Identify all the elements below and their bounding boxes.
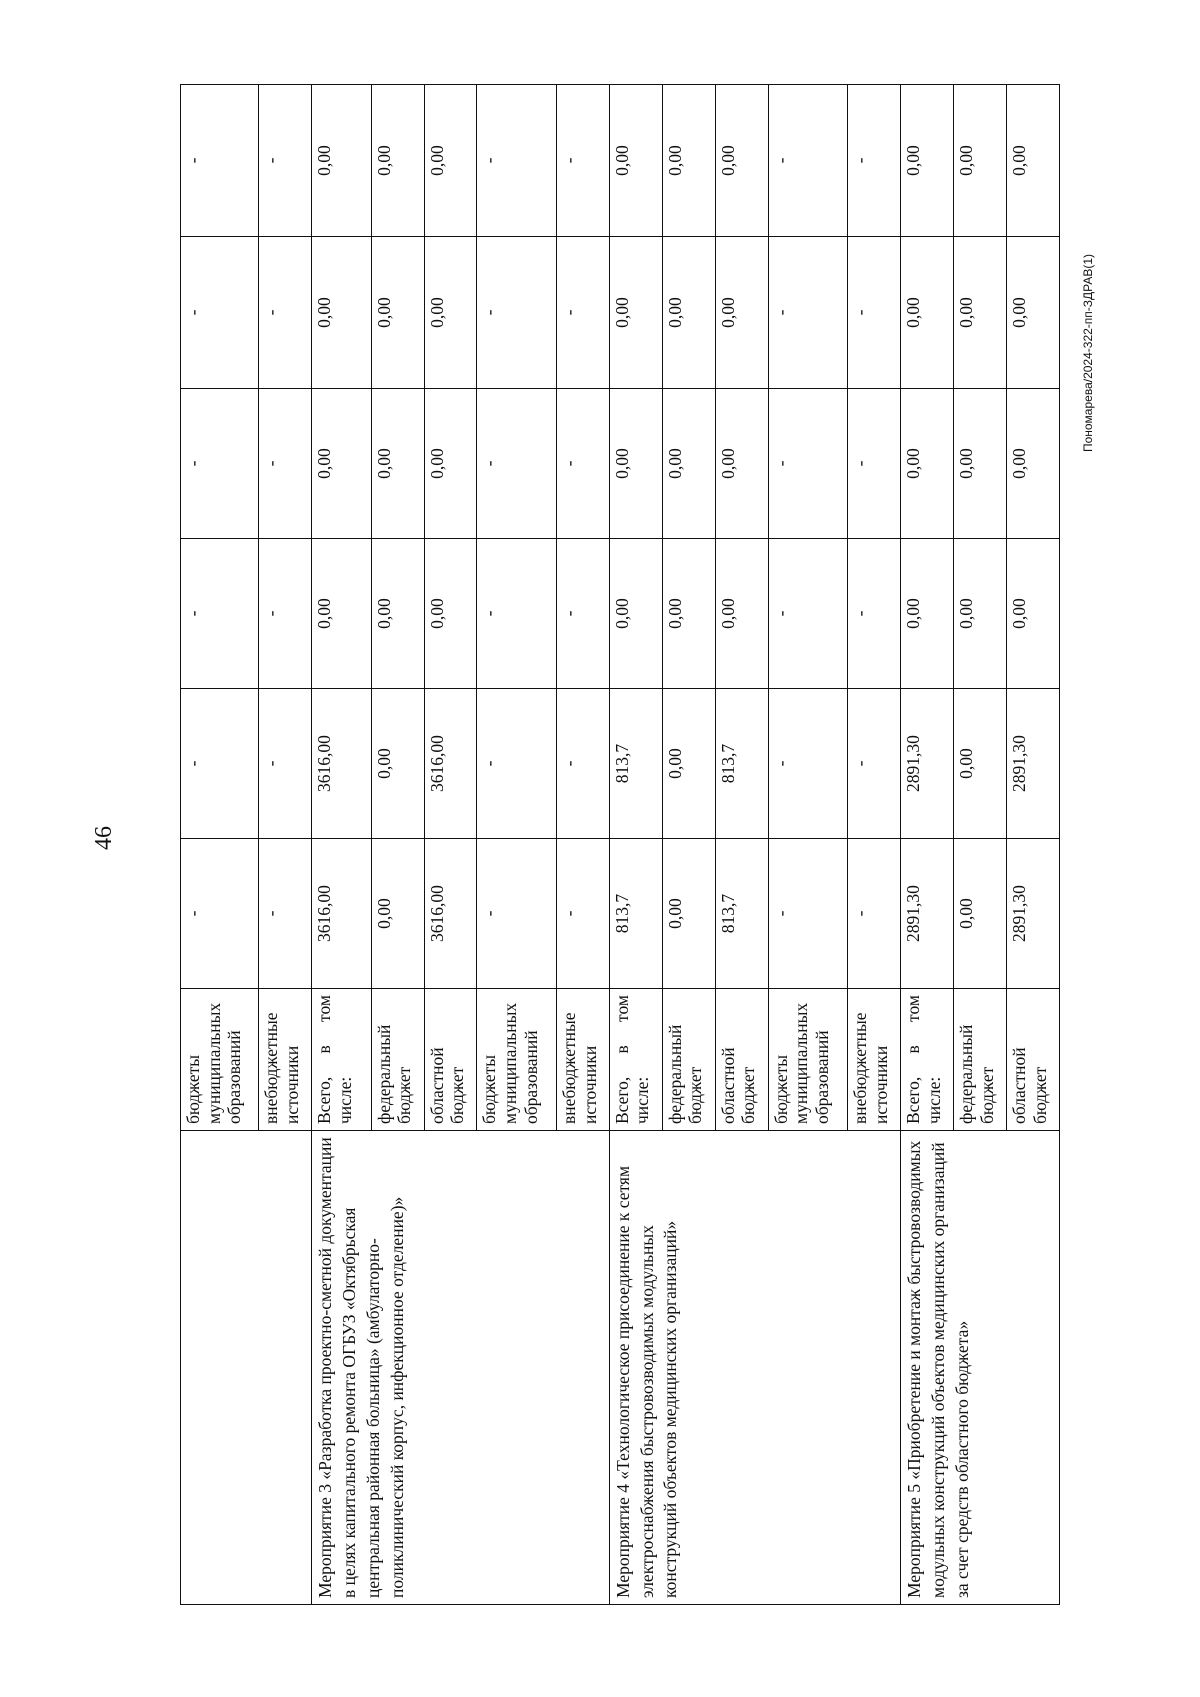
event-5-title-cell: Мероприятие 5 «Приобретение и монтаж быстровозводимых модульных конструкций объектов медицинских организаций за счет средств областного бюджета»	[901, 1131, 1060, 1605]
source-cell: областной бюджет	[1006, 989, 1059, 1131]
value-cell: 0,00	[662, 389, 715, 539]
value-cell: 0,00	[662, 689, 715, 839]
value-cell: -	[181, 539, 259, 689]
value-cell: 0,00	[371, 539, 424, 689]
value-cell: 0,00	[1006, 389, 1059, 539]
value-cell: -	[259, 689, 312, 839]
value-cell: 0,00	[424, 389, 477, 539]
value-cell: 0,00	[953, 839, 1006, 989]
value-cell: -	[768, 237, 847, 389]
value-cell: -	[556, 689, 609, 839]
source-cell: внебюджетные источники	[848, 989, 901, 1131]
value-cell: -	[556, 237, 609, 389]
value-cell: -	[477, 539, 556, 689]
value-cell: -	[259, 85, 312, 237]
value-cell: -	[848, 389, 901, 539]
value-cell: 3616,00	[424, 689, 477, 839]
value-cell: 0,00	[662, 839, 715, 989]
table-row	[901, 85, 954, 1605]
document-code-text: Пономарева/2024-322-пп-ЗДРАВ(1)	[1081, 253, 1095, 453]
value-cell: -	[477, 689, 556, 839]
value-cell: 0,00	[715, 389, 768, 539]
total-word: в	[611, 1045, 632, 1054]
source-cell: федеральный бюджет	[371, 989, 424, 1131]
total-word: Всего,	[314, 1076, 335, 1124]
source-cell: внебюджетные источники	[259, 989, 312, 1131]
table-row	[181, 85, 259, 1605]
value-cell: -	[848, 85, 901, 237]
value-cell: 813,7	[715, 689, 768, 839]
value-cell: 0,00	[953, 389, 1006, 539]
value-cell: 813,7	[609, 839, 662, 989]
source-cell-total	[312, 989, 371, 1131]
value-cell: -	[768, 689, 847, 839]
value-cell: 0,00	[312, 389, 371, 539]
value-cell: 3616,00	[424, 839, 477, 989]
value-cell: -	[181, 389, 259, 539]
value-cell: 0,00	[901, 237, 954, 389]
event-4-title-cell: Мероприятие 4 «Технологическое присоединение к сетям электроснабжения быстровозводимых модульных конструкций объектов медицинских организаций»	[609, 1131, 900, 1605]
value-cell: 813,7	[609, 689, 662, 839]
total-word: Всего,	[903, 1076, 923, 1124]
value-cell: 0,00	[715, 85, 768, 237]
value-cell: -	[259, 539, 312, 689]
value-cell: -	[181, 237, 259, 389]
total-word: том	[903, 995, 923, 1022]
total-word: том	[611, 995, 632, 1022]
value-cell: 0,00	[371, 389, 424, 539]
value-cell: -	[477, 389, 556, 539]
source-cell: бюджеты муниципальных образований	[768, 989, 847, 1131]
value-cell: 0,00	[1006, 85, 1059, 237]
value-cell: 2891,30	[901, 689, 954, 839]
value-cell: 0,00	[715, 539, 768, 689]
table-row	[312, 85, 371, 1605]
value-cell: -	[181, 85, 259, 237]
total-word: в	[314, 1045, 335, 1054]
total-word: том	[314, 995, 335, 1022]
source-cell: внебюджетные источники	[556, 989, 609, 1131]
value-cell: 0,00	[662, 237, 715, 389]
event-3-title-cell: Мероприятие 3 «Разработка проектно-сметной документации в целях капитального ремонта ОГБУЗ «Октябрьская центральная районная больница» (амбулаторно-поликлинический корпус, инфекционное отделение)»	[312, 1131, 610, 1605]
event-cell-continued	[181, 1131, 312, 1605]
value-cell: -	[768, 389, 847, 539]
source-cell: областной бюджет	[715, 989, 768, 1131]
document-code	[1078, 253, 1098, 453]
value-cell: 0,00	[424, 237, 477, 389]
value-cell: 3616,00	[312, 689, 371, 839]
value-cell: 2891,30	[901, 839, 954, 989]
value-cell: 0,00	[312, 539, 371, 689]
value-cell: 0,00	[609, 237, 662, 389]
value-cell: 0,00	[371, 85, 424, 237]
value-cell: 0,00	[312, 85, 371, 237]
value-cell: -	[848, 839, 901, 989]
value-cell: 0,00	[662, 85, 715, 237]
value-cell: -	[477, 85, 556, 237]
value-cell: -	[848, 689, 901, 839]
value-cell: -	[181, 689, 259, 839]
source-cell: федеральный бюджет	[662, 989, 715, 1131]
value-cell: -	[768, 839, 847, 989]
value-cell: 2891,30	[1006, 839, 1059, 989]
budget-table-body	[181, 85, 1060, 1605]
total-tail: числе:	[923, 1076, 944, 1124]
source-cell: бюджеты муниципальных образований	[181, 989, 259, 1131]
value-cell: 0,00	[371, 839, 424, 989]
value-cell: 2891,30	[1006, 689, 1059, 839]
total-tail: числе:	[334, 1076, 355, 1124]
total-word: в	[903, 1045, 923, 1054]
source-cell-total	[609, 989, 662, 1131]
value-cell: 0,00	[609, 389, 662, 539]
source-cell: областной бюджет	[424, 989, 477, 1131]
value-cell: 0,00	[609, 539, 662, 689]
value-cell: -	[556, 839, 609, 989]
value-cell: -	[477, 237, 556, 389]
source-cell: федеральный бюджет	[953, 989, 1006, 1131]
value-cell: 0,00	[662, 539, 715, 689]
value-cell: -	[768, 539, 847, 689]
value-cell: -	[768, 85, 847, 237]
value-cell: -	[259, 389, 312, 539]
total-tail: числе:	[632, 1076, 653, 1124]
source-cell-total	[901, 989, 954, 1131]
value-cell: -	[848, 539, 901, 689]
value-cell: 0,00	[901, 389, 954, 539]
value-cell: 0,00	[953, 689, 1006, 839]
value-cell: 0,00	[371, 237, 424, 389]
source-cell: бюджеты муниципальных образований	[477, 989, 556, 1131]
value-cell: 0,00	[953, 85, 1006, 237]
value-cell: 0,00	[953, 237, 1006, 389]
value-cell: 0,00	[1006, 237, 1059, 389]
value-cell: 0,00	[424, 85, 477, 237]
value-cell: -	[259, 839, 312, 989]
value-cell: -	[556, 85, 609, 237]
value-cell: 0,00	[953, 539, 1006, 689]
value-cell: 0,00	[715, 237, 768, 389]
value-cell: 0,00	[609, 85, 662, 237]
value-cell: -	[556, 389, 609, 539]
value-cell: -	[259, 237, 312, 389]
value-cell: -	[848, 237, 901, 389]
value-cell: 0,00	[424, 539, 477, 689]
value-cell: 0,00	[312, 237, 371, 389]
value-cell: 0,00	[901, 539, 954, 689]
table-rotated-container	[180, 85, 1060, 1605]
value-cell: 3616,00	[312, 839, 371, 989]
table-row	[609, 85, 662, 1605]
value-cell: 813,7	[715, 839, 768, 989]
value-cell: -	[477, 839, 556, 989]
budget-table	[180, 84, 1060, 1605]
total-word: Всего,	[611, 1076, 632, 1124]
value-cell: 0,00	[901, 85, 954, 237]
value-cell: -	[181, 839, 259, 989]
value-cell: 0,00	[371, 689, 424, 839]
page-number: 46	[91, 826, 117, 850]
value-cell: -	[556, 539, 609, 689]
value-cell: 0,00	[1006, 539, 1059, 689]
